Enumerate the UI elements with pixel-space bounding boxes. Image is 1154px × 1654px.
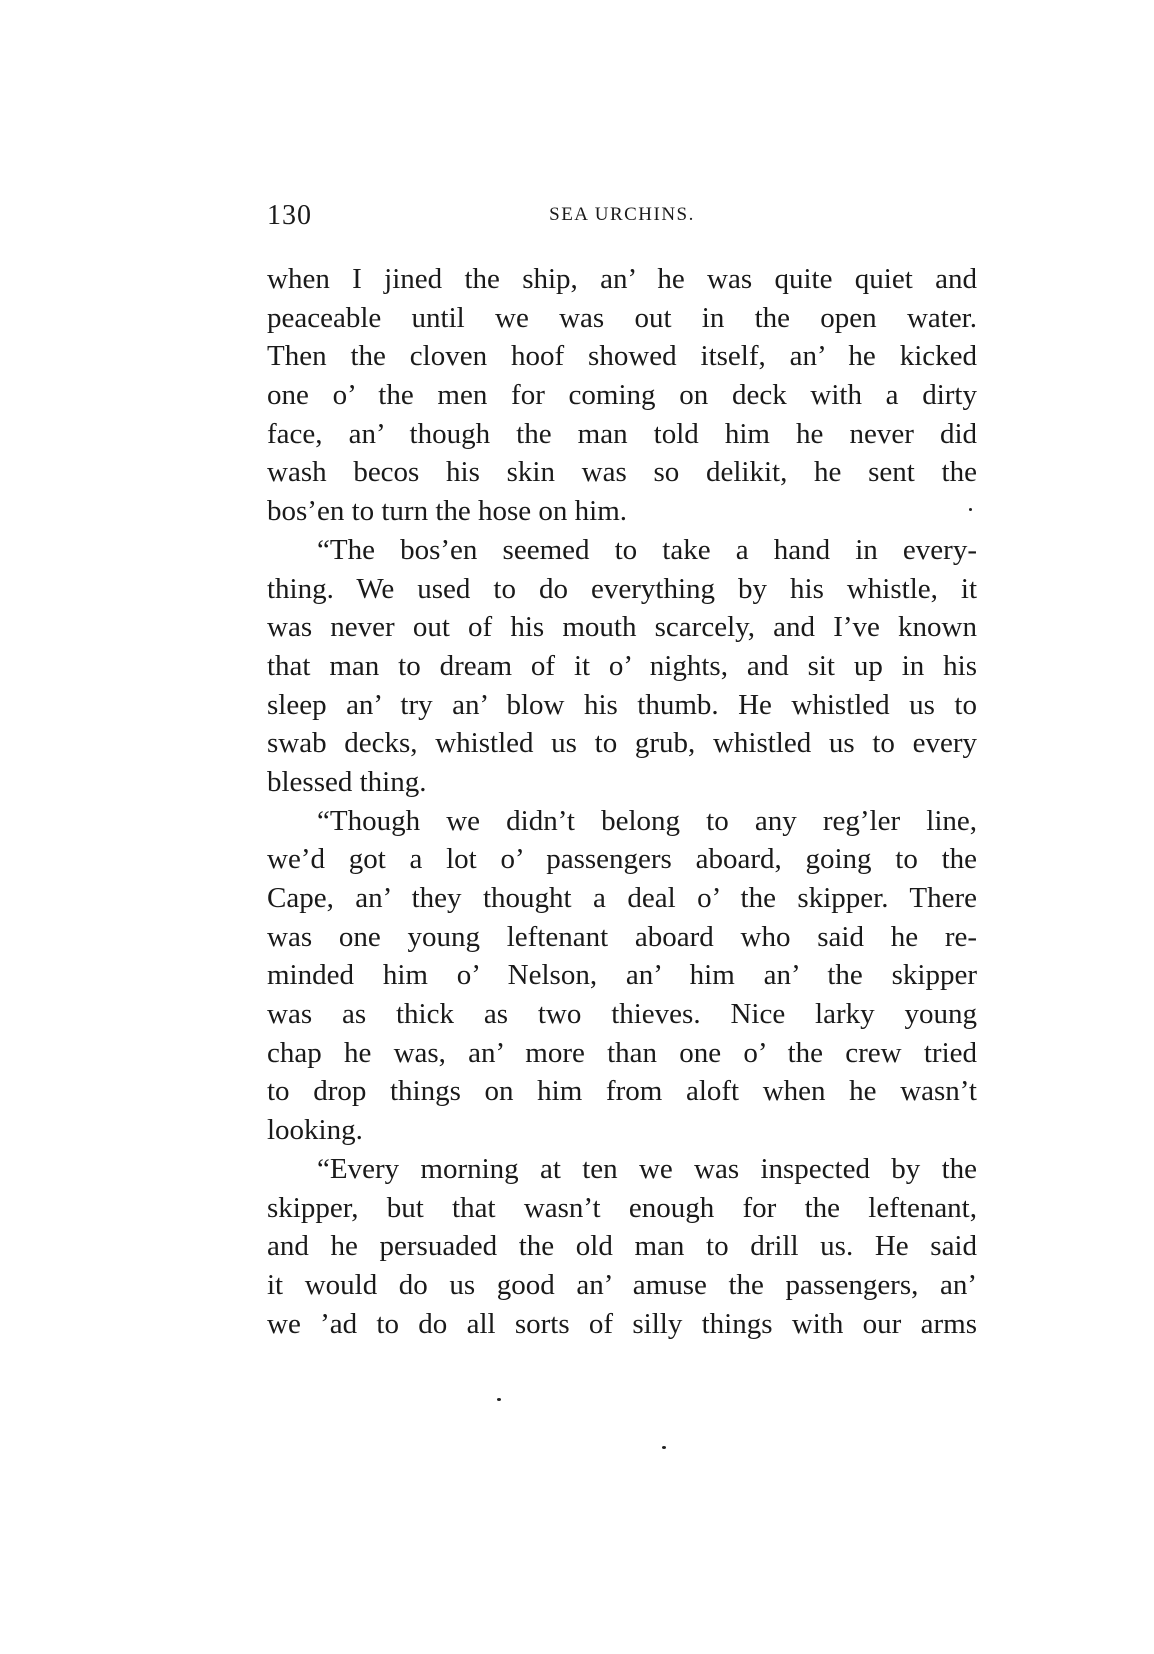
text-line: one o’ the men for coming on deck with a dirty <box>267 379 977 412</box>
text-line: chap he was, an’ more than one o’ the crew tried <box>267 1036 977 1069</box>
text-line: blessed thing. <box>267 765 427 798</box>
text-line: that man to dream of it o’ nights, and sit up in his <box>267 649 977 682</box>
text-line: skipper, but that wasn’t enough for the leftenant, <box>267 1191 977 1224</box>
text-line: wash becos his skin was so delikit, he sent the <box>267 456 977 489</box>
text-line: minded him o’ Nelson, an’ him an’ the skipper <box>267 959 977 992</box>
text-line: was as thick as two thieves. Nice larky young <box>267 998 977 1031</box>
text-line: we ’ad to do all sorts of silly things with our arms <box>267 1307 977 1340</box>
body-text <box>267 260 977 1343</box>
text-line: swab decks, whistled us to grub, whistled us to every <box>267 727 977 760</box>
text-line: peaceable until we was out in the open water. <box>267 301 977 334</box>
text-line: looking. <box>267 1114 363 1147</box>
print-speck <box>969 508 972 511</box>
running-title: SEA URCHINS. <box>549 204 695 225</box>
text-line: sleep an’ try an’ blow his thumb. He whistled us to <box>267 688 977 721</box>
text-line: bos’en to turn the hose on him. <box>267 495 628 528</box>
text-line: was one young leftenant aboard who said he re- <box>267 920 977 953</box>
page-header <box>267 200 977 236</box>
text-line: it would do us good an’ amuse the passengers, an’ <box>267 1268 977 1301</box>
paragraph-start-line: “Though we didn’t belong to any reg’ler line, <box>317 804 977 837</box>
print-speck <box>662 1446 666 1449</box>
text-line: we’d got a lot o’ passengers aboard, going to the <box>267 843 977 876</box>
text-line: face, an’ though the man told him he never did <box>267 417 977 450</box>
paragraph-start-line: “The bos’en seemed to take a hand in every- <box>317 533 977 566</box>
text-line: when I jined the ship, an’ he was quite quiet and <box>267 263 977 295</box>
page-number: 130 <box>267 200 312 231</box>
text-line: Then the cloven hoof showed itself, an’ he kicked <box>267 340 977 373</box>
text-line: Cape, an’ they thought a deal o’ the skipper. There <box>267 882 977 914</box>
text-line: was never out of his mouth scarcely, and I’ve known <box>267 611 977 644</box>
print-speck <box>497 1398 501 1401</box>
text-line: and he persuaded the old man to drill us. He said <box>267 1230 977 1263</box>
paragraph-start-line: “Every morning at ten we was inspected by the <box>317 1152 977 1185</box>
text-line: to drop things on him from aloft when he wasn’t <box>267 1075 977 1108</box>
text-line: thing. We used to do everything by his whistle, it <box>267 572 977 605</box>
